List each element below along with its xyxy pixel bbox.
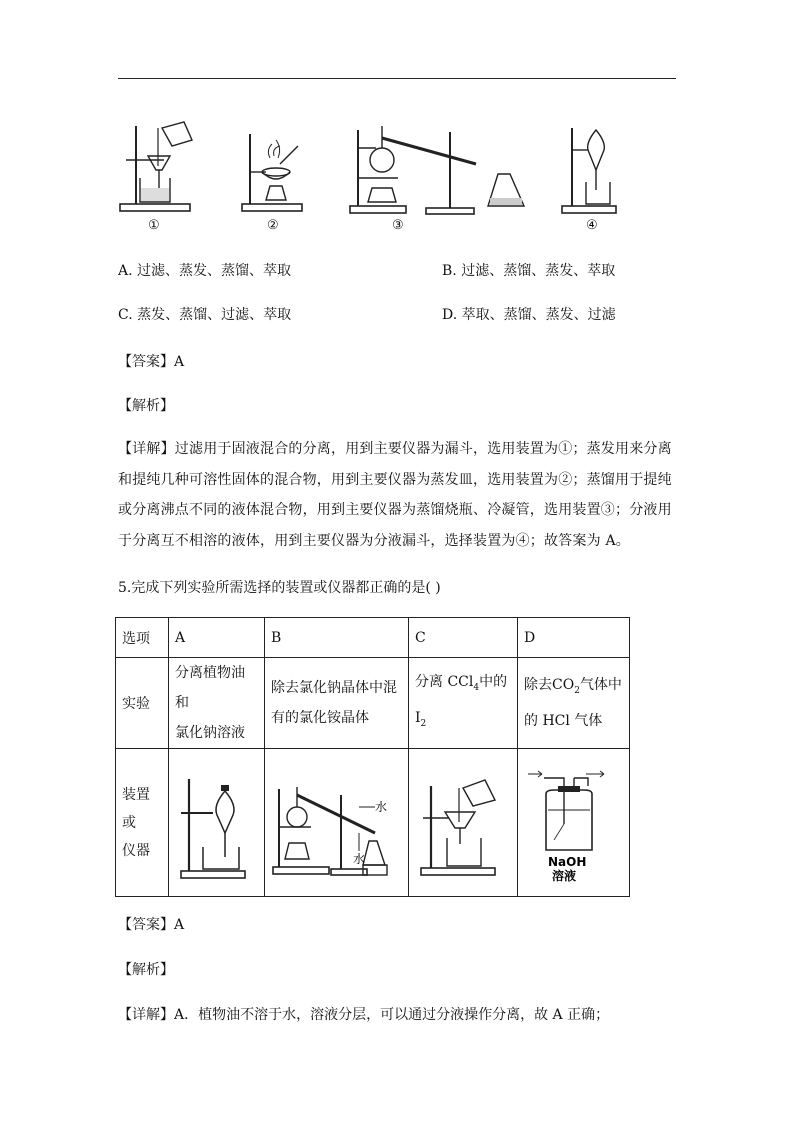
experiment-d-suffix: 气体中 — [579, 677, 622, 694]
filtration-cell-figure — [415, 768, 503, 878]
experiment-c-prefix: 分离 CCl — [415, 674, 474, 691]
option-b: B. 过滤、蒸馏、蒸发、萃取 — [442, 263, 616, 279]
option-b-header: B — [265, 618, 409, 658]
figure-label-2: ② — [267, 218, 279, 233]
separatory-funnel-cell-figure — [175, 765, 255, 881]
q4-answer: 【答案】A — [118, 354, 185, 370]
separatory-funnel-figure — [560, 122, 620, 216]
experiment-a-line1: 分离植物油和 — [175, 665, 245, 711]
q5-options-table — [115, 617, 630, 897]
q5-stem: 5.完成下列实验所需选择的装置或仪器都正确的是( ) — [118, 580, 441, 596]
figure-label-3: ③ — [392, 218, 404, 233]
experiment-c — [409, 658, 518, 749]
experiment-d-prefix: 除去CO — [524, 677, 575, 694]
experiment-d-line2: 的 HCl 气体 — [524, 712, 603, 729]
experiment-b — [265, 658, 409, 749]
q5-detail: 【详解】A．植物油不溶于水，溶液分层，可以通过分液操作分离，故 A 正确； — [118, 1007, 610, 1023]
q4-detail: 【详解】过滤用于固液混合的分离，用到主要仪器为漏斗，选用装置为①；蒸发用来分离和提纯几种可溶性固体的混合物，用到主要仪器为蒸发皿，选用装置为②；蒸馏用于提纯或分离沸点不同的液体混合物，用到主要仪器为蒸馏烧瓶、冷凝管，选用装置③；分液用于分离互不相溶的液体，用到主要仪器为分液漏斗，选择装置为④；故答案为 A。 — [118, 441, 672, 549]
header-rule — [118, 78, 676, 79]
experiment-c-line2-text: I — [415, 710, 421, 726]
option-a-header: A — [169, 618, 265, 658]
experiment-c-line2-sub: 2 — [420, 718, 427, 729]
naoh-label: NaOH — [548, 854, 587, 869]
evaporation-apparatus-figure — [240, 128, 306, 214]
row-header-option: 选项 — [116, 618, 169, 658]
experiment-c-line2 — [415, 703, 511, 739]
experiment-b-line1: 除去氯化钠晶体中混 — [271, 680, 397, 696]
distillation-apparatus-figure — [348, 108, 532, 216]
row-header-apparatus — [116, 749, 169, 897]
filtration-apparatus-figure — [118, 118, 198, 214]
distillation-cell-figure — [271, 767, 395, 879]
solution-label: 溶液 — [552, 868, 577, 882]
apparatus-a — [169, 749, 265, 897]
water-out-label: 水 — [375, 799, 388, 814]
water-in-label: 水 — [353, 851, 366, 866]
experiment-d-line1 — [524, 670, 623, 706]
experiment-d — [518, 658, 630, 749]
q5-answer: 【答案】A — [118, 917, 185, 933]
experiment-c-line1 — [415, 667, 511, 703]
apparatus-c — [409, 749, 518, 897]
row-header-experiment: 实验 — [116, 658, 169, 749]
figure-label-4: ④ — [586, 218, 598, 233]
apparatus-header-line3: 仪器 — [122, 842, 150, 859]
experiment-c-suffix: 中的 — [479, 674, 508, 691]
apparatus-d — [518, 749, 630, 897]
option-a: A. 过滤、蒸发、蒸馏、萃取 — [118, 263, 292, 279]
q4-analysis-heading: 【解析】 — [118, 398, 174, 414]
apparatus-b — [265, 749, 409, 897]
apparatus-header-line2: 或 — [122, 814, 136, 831]
experiment-d-sub: 2 — [574, 685, 580, 696]
experiment-c-sub: 4 — [473, 683, 480, 693]
experiment-a-line2: 氯化钠溶液 — [175, 725, 245, 741]
option-d: D. 萃取、蒸馏、蒸发、过滤 — [442, 307, 616, 323]
experiment-a — [169, 658, 265, 749]
option-d-header: D — [518, 618, 630, 658]
apparatus-header-line1: 装置 — [122, 786, 150, 803]
gas-washing-bottle-figure — [524, 764, 614, 882]
option-c: C. 蒸发、蒸馏、过滤、萃取 — [118, 307, 292, 323]
q5-analysis-heading: 【解析】 — [118, 962, 174, 978]
experiment-b-line2: 有的氯化铵晶体 — [271, 710, 369, 726]
figure-label-1: ① — [148, 218, 160, 233]
option-c-header: C — [409, 618, 518, 658]
